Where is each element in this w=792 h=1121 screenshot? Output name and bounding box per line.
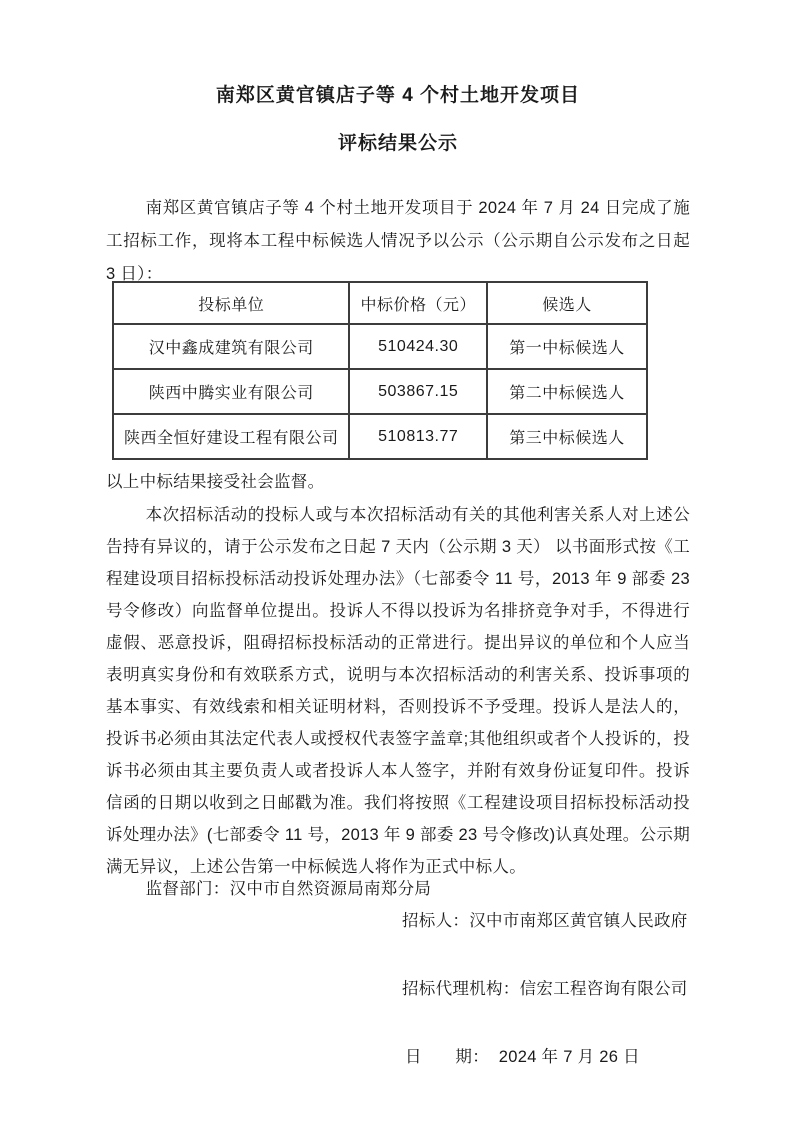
doc-title: 南郑区黄官镇店子等 4 个村土地开发项目 — [215, 85, 581, 106]
objection-procedure-paragraph: 本次招标活动的投标人或与本次招标活动有关的其他利害关系人对上述公告持有异议的，请于公示发布之日起 7 天内（公示期 3 天） 以书面形式按《工程建设项目招标投标活动投诉处理办法》（七部委令 11 号，2013 年 9 部委 23 号令修改）向监督单位提出。投诉人不得以投诉为名排挤竞争对手，不得进行虚假、恶意投诉，阻碍招标投标活动的正常进行。提出异议的单位和个人应当表明真实身份和有效联系方式，说明与本次招标活动的利害关系、投诉事项的基本事实、有效线索和相关证明材料，否则投诉不予受理。投诉人是法人的，投诉书必须由其法定代表人或授权代表签字盖章;其他组织或者个人投诉的，投诉书必须由其主要负责人或者投诉人本人签字，并附有效身份证复印件。投诉信函的日期以收到之日邮戳为准。我们将按照《工程建设项目招标投标活动投诉处理办法》(七部委令 11 号，2013 年 9 部委 23 号令修改)认真处理。公示期满无异议，上述公告第一中标候选人将作为正式中标人。 — [106, 506, 690, 876]
header-candidate: 候选人 — [487, 282, 647, 324]
candidate-rank: 第二中标候选人 — [487, 369, 647, 414]
bid-price: 503867.15 — [349, 369, 487, 414]
bid-price: 510424.30 — [349, 324, 487, 369]
bid-results-table — [112, 281, 648, 460]
candidate-rank: 第三中标候选人 — [487, 414, 647, 459]
supervisor-department-line: 监督部门：汉中市自然资源局南郑分局 — [145, 880, 432, 898]
bid-price: 510813.77 — [349, 414, 487, 459]
bidding-agency-line: 招标代理机构：信宏工程咨询有限公司 — [402, 980, 688, 998]
supervision-note: 以上中标结果接受社会监督。 — [106, 473, 325, 491]
candidate-rank: 第一中标候选人 — [487, 324, 647, 369]
company-name: 陕西中腾实业有限公司 — [113, 369, 349, 414]
table-row — [113, 324, 647, 369]
table-row — [113, 414, 647, 459]
date-line — [106, 1041, 690, 1073]
date-value: 2024 年 7 月 26 日 — [489, 1048, 640, 1066]
tenderer-line: 招标人：汉中市南郑区黄官镇人民政府 — [402, 912, 688, 930]
date-label: 日 期： — [405, 1048, 489, 1066]
company-name: 汉中鑫成建筑有限公司 — [113, 324, 349, 369]
intro-paragraph: 南郑区黄官镇店子等 4 个村土地开发项目于 2024 年 7 月 24 日完成了施工招标工作，现将本工程中标候选人情况予以公示（公示期自公示发布之日起 3 日）： — [106, 199, 690, 283]
table-row — [113, 369, 647, 414]
header-bid-price: 中标价格（元） — [349, 282, 487, 324]
doc-subtitle: 评标结果公示 — [337, 133, 458, 154]
header-bidding-unit: 投标单位 — [113, 282, 349, 324]
company-name: 陕西全恒好建设工程有限公司 — [113, 414, 349, 459]
table-header-row — [113, 282, 647, 324]
